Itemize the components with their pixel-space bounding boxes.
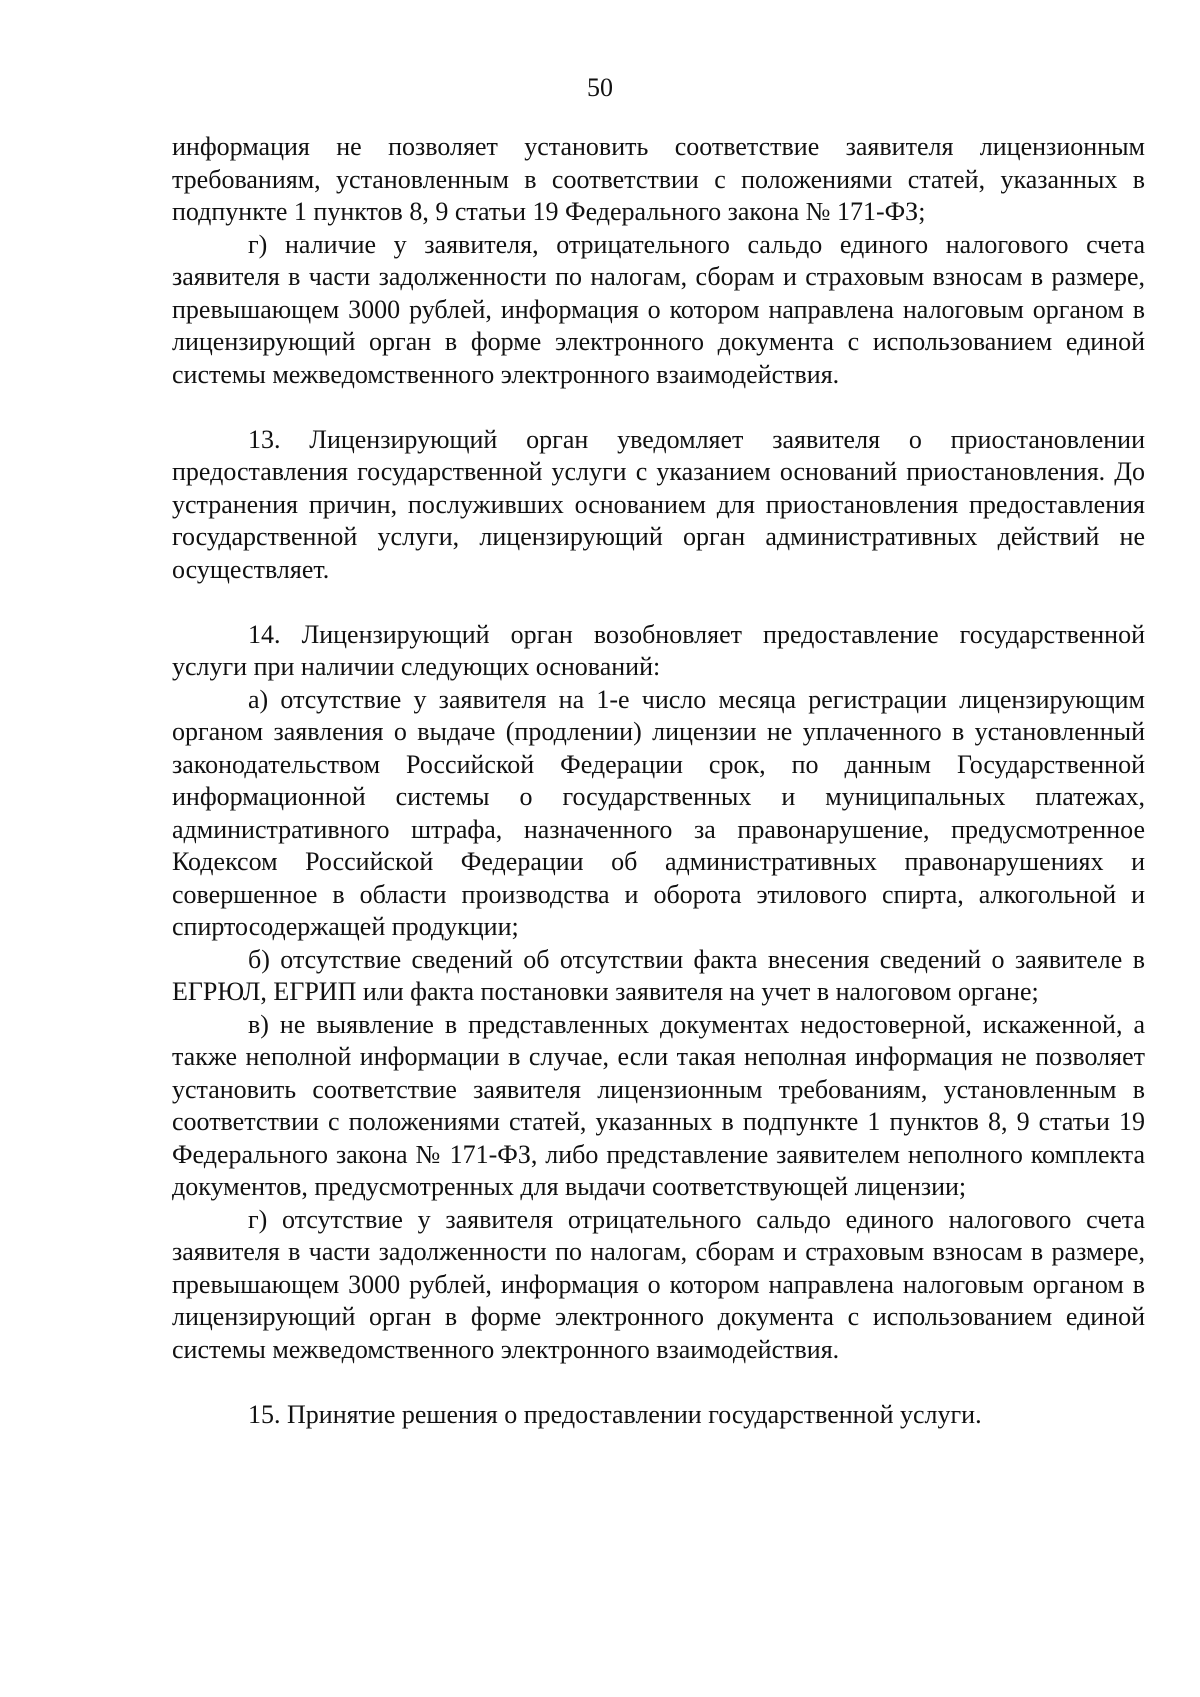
subitem-b: б) отсутствие сведений об отсутствии факта внесения сведений о заявителе в ЕГРЮЛ, ЕГРИП или факта постановки заявителя на учет в налоговом органе; <box>172 944 1145 1006</box>
subitem-v: в) не выявление в представленных документах недостоверной, искаженной, а также неполной информации в случае, если такая неполная информация не позволяет установить соответствие заявителя лицензионным требованиям, установленным в соответствии с положениями статей, указанных в подпункте 1 пунктов 8, 9 статьи 19 Федерального закона № 171-ФЗ, либо представление заявителем неполного комплекта документов, предусмотренных для выдачи соответствующей лицензии; <box>172 1009 1145 1201</box>
paragraph-continuation: информация не позволяет установить соответствие заявителя лицензионным требованиям, установленным в соответствии с положениями статей, указанных в подпункте 1 пунктов 8, 9 статьи 19 Федерального закона № 171-ФЗ; <box>172 132 1145 226</box>
paragraph-spacer <box>172 391 1145 424</box>
clause-14: 14. Лицензирующий орган возобновляет предоставление государственной услуги при наличии следующих оснований: <box>172 619 1145 681</box>
document-body <box>172 131 1145 1431</box>
subitem-a: а) отсутствие у заявителя на 1-е число месяца регистрации лицензирующим органом заявления о выдаче (продлении) лицензии не уплаченного в установленный законодательством Российской Федерации срок, по данным Государственной информационной системы о государственных и муниципальных платежах, административного штрафа, назначенного за правонарушение, предусмотренное Кодексом Российской Федерации об административных правонарушениях и совершенное в области производства и оборота этилового спирта, алкогольной и спиртосодержащей продукции; <box>172 684 1145 941</box>
clause-15: 15. Принятие решения о предоставлении государственной услуги. <box>248 1399 982 1429</box>
subitem-g-first: г) наличие у заявителя, отрицательного сальдо единого налогового счета заявителя в части задолженности по налогам, сборам и страховым взносам в размере, превышающем 3000 рублей, информация о котором направлена налоговым органом в лицензирующий орган в форме электронного документа с использованием единой системы межведомственного электронного взаимодействия. <box>172 229 1145 389</box>
page-number: 50 <box>587 73 613 102</box>
clause-13: 13. Лицензирующий орган уведомляет заявителя о приостановлении предоставления государственной услуги с указанием оснований приостановления. До устранения причин, послуживших основанием для приостановления предоставления государственной услуги, лицензирующий орган административных действий не осуществляет. <box>172 424 1145 584</box>
paragraph-spacer <box>172 586 1145 619</box>
paragraph-spacer <box>172 1366 1145 1399</box>
subitem-g-second: г) отсутствие у заявителя отрицательного сальдо единого налогового счета заявителя в части задолженности по налогам, сборам и страховым взносам в размере, превышающем 3000 рублей, информация о котором направлена налоговым органом в лицензирующий орган в форме электронного документа с использованием единой системы межведомственного электронного взаимодействия. <box>172 1204 1145 1364</box>
